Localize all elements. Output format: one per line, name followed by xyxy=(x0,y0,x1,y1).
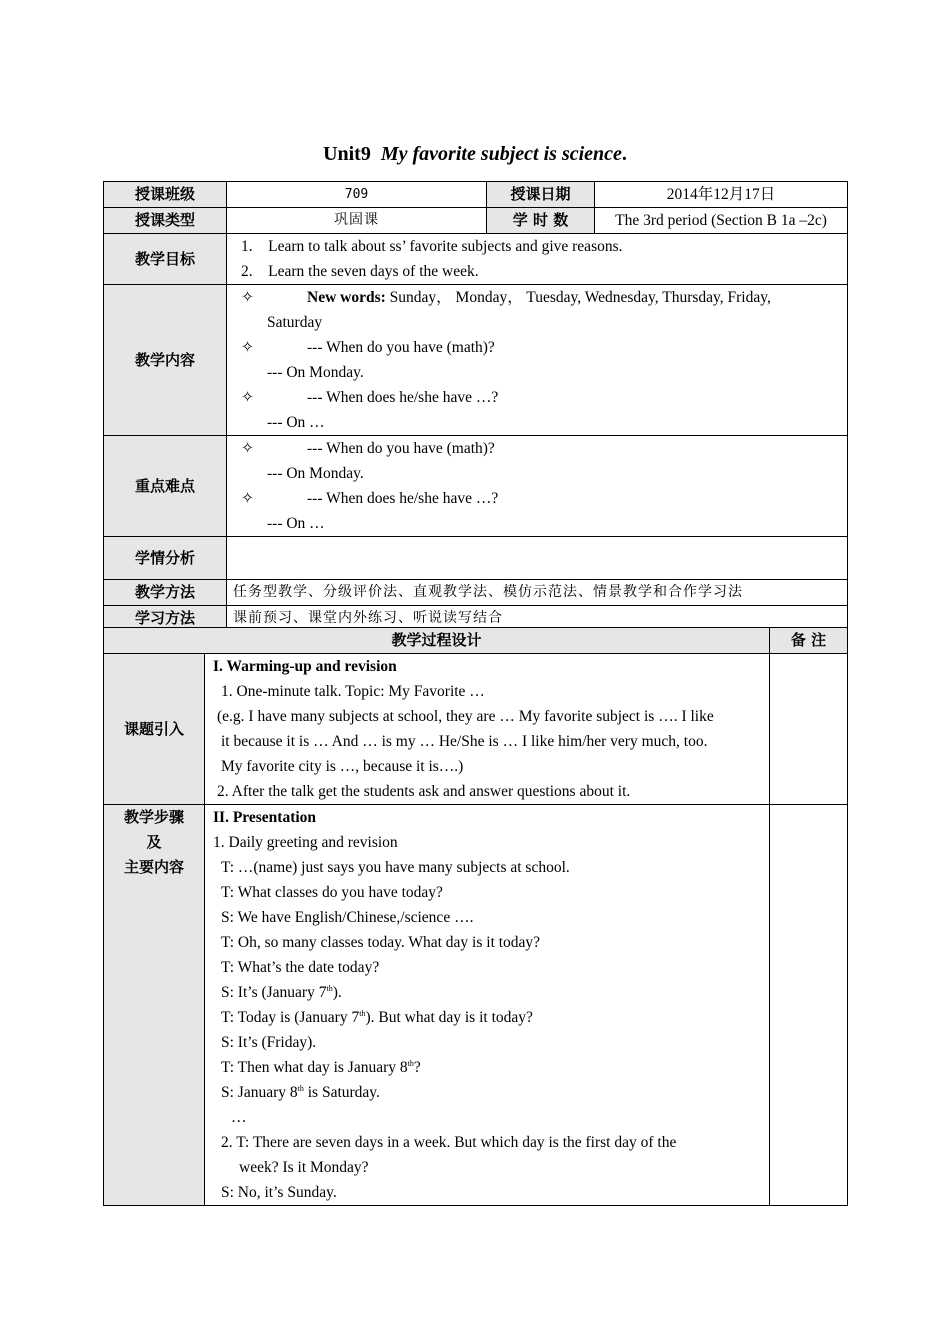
dialogue-line: T: What’s the date today? xyxy=(221,959,380,976)
intro-line: it because it is … And … is my … He/She is … I like him/her very much, too. xyxy=(221,733,708,750)
notes-header: 备 注 xyxy=(770,628,848,654)
dialogue-line: 2. T: There are seven days in a week. But which day is the first day of the xyxy=(221,1134,677,1151)
hours-value: The 3rd period (Section B 1a –2c) xyxy=(595,208,848,234)
content-label: 教学内容 xyxy=(104,285,227,436)
dialogue-line: T: …(name) just says you have many subjects at school. xyxy=(221,859,570,876)
new-words-label: New words: xyxy=(307,289,386,306)
unit-subtitle: My favorite subject is science xyxy=(380,143,622,165)
dialogue-line: S: We have English/Chinese,/science …. xyxy=(221,909,474,926)
steps-heading: II. Presentation xyxy=(213,809,317,826)
teaching-methods-value: 任务型教学、分级评价法、直观教学法、模仿示范法、情景教学和合作学习法 xyxy=(227,580,848,606)
dialogue-line: week? Is it Monday? xyxy=(239,1159,369,1176)
intro-line: 2. After the talk get the students ask and answer questions about it. xyxy=(217,783,631,800)
intro-line: 1. One-minute talk. Topic: My Favorite … xyxy=(221,683,485,700)
date-label: 授课日期 xyxy=(487,182,595,208)
intro-line: (e.g. I have many subjects at school, they are … My favorite subject is …. I like xyxy=(217,708,714,725)
goal-item: 1. Learn to talk about ss’ favorite subjects and give reasons. xyxy=(241,238,623,255)
teaching-methods-label: 教学方法 xyxy=(104,580,227,606)
hours-label: 学 时 数 xyxy=(487,208,595,234)
learning-methods-value: 课前预习、课堂内外练习、听说读写结合 xyxy=(227,606,848,632)
intro-body xyxy=(205,654,770,805)
goals-label: 教学目标 xyxy=(104,234,227,285)
intro-label: 课题引入 xyxy=(104,654,205,805)
unit-label: Unit9 xyxy=(323,143,371,165)
dialogue-line: S: It’s (Friday). xyxy=(221,1034,317,1051)
dialogue-line: T: Today is (January 7th). But what day is it today? xyxy=(221,1008,533,1026)
key-points-body xyxy=(227,436,848,537)
type-label: 授课类型 xyxy=(104,208,227,234)
dialogue-line: T: What classes do you have today? xyxy=(221,884,443,901)
key-a1: --- On Monday. xyxy=(267,465,364,482)
steps-notes xyxy=(770,805,848,1206)
diamond-bullet-icon: ✧ xyxy=(241,440,254,457)
process-header: 教学过程设计 xyxy=(104,628,770,654)
dialogue-line: S: No, it’s Sunday. xyxy=(221,1184,337,1201)
key-a2: --- On … xyxy=(267,515,325,532)
intro-line: My favorite city is …, because it is….) xyxy=(221,758,464,775)
key-q2: --- When does he/she have …? xyxy=(307,490,499,507)
class-label: 授课班级 xyxy=(104,182,227,208)
intro-heading: I. Warming-up and revision xyxy=(213,658,397,675)
goal-item: 2. Learn the seven days of the week. xyxy=(241,263,479,280)
analysis-value xyxy=(227,537,848,580)
dialogue-line: S: It’s (January 7th). xyxy=(221,983,342,1001)
learning-methods-label: 学习方法 xyxy=(104,606,227,632)
steps-body xyxy=(205,805,770,1206)
content-body xyxy=(227,285,848,436)
intro-notes xyxy=(770,654,848,805)
type-value: 巩固课 xyxy=(227,208,487,234)
content-q2: --- When does he/she have …? xyxy=(307,389,499,406)
diamond-bullet-icon: ✧ xyxy=(241,389,254,406)
goals-content xyxy=(227,234,848,285)
dialogue-line: S: January 8th is Saturday. xyxy=(221,1083,380,1101)
class-value: 709 xyxy=(227,182,487,208)
analysis-label: 学情分析 xyxy=(104,537,227,580)
dialogue-line: … xyxy=(231,1109,247,1126)
diamond-bullet-icon: ✧ xyxy=(241,490,254,507)
content-a1: --- On Monday. xyxy=(267,364,364,381)
diamond-bullet-icon: ✧ xyxy=(241,289,254,306)
date-value: 2014年12月17日 xyxy=(595,182,848,208)
process-table xyxy=(103,627,848,1206)
key-points-label: 重点难点 xyxy=(104,436,227,537)
dialogue-line: T: Then what day is January 8th? xyxy=(221,1058,421,1076)
steps-label: 教学步骤 及 主要内容 xyxy=(104,805,205,1206)
diamond-bullet-icon: ✧ xyxy=(241,339,254,356)
new-words-cont: Saturday xyxy=(267,314,323,331)
dialogue-line: T: Oh, so many classes today. What day is it today? xyxy=(221,934,541,951)
key-q1: --- When do you have (math)? xyxy=(307,440,495,457)
content-a2: --- On … xyxy=(267,414,325,431)
document-title: Unit9 My favorite subject is science. xyxy=(323,143,627,165)
lesson-info-table xyxy=(103,181,848,632)
new-words: Sunday， Monday， Tuesday, Wednesday, Thursday, Friday, xyxy=(389,289,771,306)
steps-sub: 1. Daily greeting and revision xyxy=(213,834,398,851)
content-q1: --- When do you have (math)? xyxy=(307,339,495,356)
